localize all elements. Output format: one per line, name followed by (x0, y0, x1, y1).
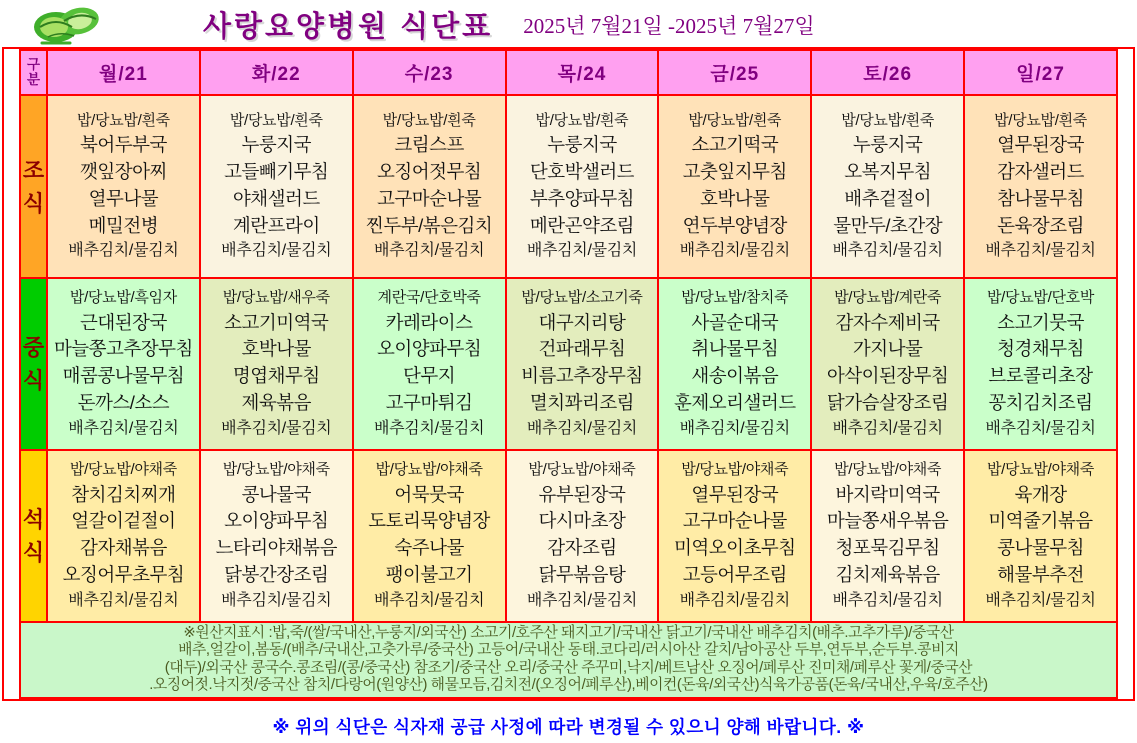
menu-line: 배추김치/물김치 (679, 419, 790, 437)
menu-line: 콩나물국 (241, 483, 311, 505)
menu-cell-lunch-day2 (353, 278, 506, 450)
menu-line: 취나물무침 (691, 338, 779, 360)
menu-line: 닭무볶음탕 (538, 564, 626, 586)
day-header-4: 금/25 (658, 50, 811, 95)
menu-line: 유부된장국 (538, 483, 626, 505)
page-title: 사랑요양병원 식단표 (203, 11, 494, 43)
meal-row-lunch (20, 278, 1117, 450)
menu-line: 고등어무조림 (682, 564, 787, 586)
menu-cell-breakfast-day3 (506, 95, 659, 278)
menu-line: 콩나물무침 (997, 537, 1084, 559)
menu-line: 밥/당뇨밥/단호박 (986, 289, 1095, 307)
change-notice: ※ 위의 식단은 식자재 공급 사정에 따라 변경될 수 있으니 양해 바랍니다. ※ (272, 716, 865, 737)
menu-line: 닭가슴살장조림 (826, 392, 949, 414)
menu-line: 배추겉절이 (844, 187, 932, 209)
menu-line: 밥/당뇨밥/흑임자 (69, 289, 177, 307)
menu-cell-lunch-day5 (811, 278, 964, 450)
menu-line: 열무나물 (88, 187, 159, 209)
menu-line: 호박나물 (700, 187, 770, 209)
origin-line: .오징어젓.낙지젓/중국산 참치/다랑어(원양산) 해물모듬,김치전/(오징어/페루산),베이컨(돈육/외국산)식육가공품(돈육/국내산,우육/호주산) (149, 677, 988, 694)
menu-line: 배추김치/물김치 (985, 419, 1096, 437)
meal-row-dinner (20, 450, 1117, 622)
menu-line: 밥/당뇨밥/흰죽 (994, 111, 1087, 129)
meal-label-lunch: 중식 (20, 278, 47, 450)
menu-line: 매콤콩나물무침 (62, 365, 185, 387)
menu-line: 밥/당뇨밥/참치죽 (681, 289, 789, 307)
day-header-6: 일/27 (964, 50, 1117, 95)
menu-line: 훈제오리샐러드 (673, 392, 796, 414)
menu-cell-lunch-day4 (658, 278, 811, 450)
menu-line: 팽이불고기 (385, 564, 473, 586)
menu-line: 아삭이된장무침 (826, 365, 949, 387)
date-range: 2025년 7월21일 -2025년 7월27일 (523, 13, 815, 38)
menu-line: 깻잎장아찌 (79, 160, 167, 182)
menu-line: 배추김치/물김치 (221, 419, 332, 437)
menu-line: 밥/당뇨밥/야채죽 (834, 461, 942, 479)
day-header-row (20, 50, 1117, 95)
menu-cell-lunch-day0 (47, 278, 200, 450)
menu-line: 오징어무초무침 (62, 564, 185, 586)
menu-line: 어묵뭇국 (394, 483, 464, 505)
menu-line: 돈까스/소스 (77, 392, 170, 414)
menu-line: 오이양파무침 (224, 510, 329, 532)
table-frame (2, 47, 1135, 701)
menu-line: 밥/당뇨밥/야채죽 (222, 461, 330, 479)
menu-line: 밥/당뇨밥/야채죽 (681, 461, 789, 479)
menu-line: 고구마순나물 (682, 510, 787, 532)
menu-line: 밥/당뇨밥/야채죽 (375, 461, 483, 479)
menu-line: 배추김치/물김치 (985, 591, 1096, 609)
menu-line: 물만두/초간장 (833, 214, 943, 236)
menu-cell-dinner-day6 (964, 450, 1117, 622)
menu-line: 멸치꽈리조림 (529, 392, 635, 414)
menu-line: 배추김치/물김치 (832, 419, 943, 437)
menu-line: 누룽지국 (547, 134, 617, 156)
menu-line: 소고기미역국 (224, 311, 329, 333)
menu-cell-dinner-day4 (658, 450, 811, 622)
menu-cell-dinner-day3 (506, 450, 659, 622)
menu-line: 소고기떡국 (691, 134, 779, 156)
menu-line: 배추김치/물김치 (832, 591, 943, 609)
menu-line: 배추김치/물김치 (373, 419, 485, 437)
menu-cell-lunch-day6 (964, 278, 1117, 450)
origin-row (20, 622, 1117, 698)
menu-line: 명엽채무침 (232, 365, 320, 387)
menu-cell-breakfast-day4 (658, 95, 811, 278)
menu-line: 배추김치/물김치 (526, 419, 638, 437)
menu-line: 브로콜리초장 (988, 365, 1093, 387)
origin-line: ※원산지표시 :밥,죽/(쌀/국내산,누룽지/외국산) 소고기/호주산 돼지고기/국내산 닭고기/국내산 배추김치(배추.고추가루)/중국산 (183, 625, 954, 641)
origin-line: 배추,얼갈이,봄동/(배추/국내산,고춧가루/중국산) 고등어/국내산 동태.코다리/러시아산 갈치/남아공산 두부,연두부,순두부.콩비지 (178, 642, 959, 659)
meal-row-breakfast (20, 95, 1117, 278)
menu-line: 김치제육볶음 (835, 564, 940, 586)
menu-cell-breakfast-day6 (964, 95, 1117, 278)
corner-label: 구분 (20, 50, 47, 95)
menu-line: 메란곤약조림 (529, 214, 635, 236)
menu-line: 배추김치/물김치 (68, 591, 179, 609)
menu-line: 제육볶음 (241, 392, 311, 414)
menu-cell-breakfast-day2 (353, 95, 506, 278)
menu-line: 누룽지국 (241, 134, 311, 156)
menu-line: 오복지무침 (844, 160, 932, 182)
menu-line: 감자샐러드 (997, 160, 1084, 182)
menu-line: 배추김치/물김치 (679, 591, 790, 609)
menu-line: 부추양파무침 (529, 187, 635, 209)
menu-line: 오징어젓무침 (376, 160, 482, 182)
menu-line: 꽁치김치조림 (988, 392, 1093, 414)
menu-line: 배추김치/물김치 (221, 591, 332, 609)
menu-line: 닭봉간장조림 (224, 564, 329, 586)
page-header (0, 0, 1137, 46)
menu-line: 밥/당뇨밥/야채죽 (528, 461, 636, 479)
menu-line: 미역줄기볶음 (988, 510, 1093, 532)
menu-line: 배추김치/물김치 (221, 242, 332, 260)
menu-line: 고춧잎지무침 (682, 160, 787, 182)
menu-line: 밥/당뇨밥/흰죽 (229, 111, 323, 129)
menu-line: 청경채무침 (997, 338, 1084, 360)
menu-cell-dinner-day0 (47, 450, 200, 622)
menu-line: 사골순대국 (691, 311, 779, 333)
menu-line: 밥/당뇨밥/소고기죽 (521, 289, 643, 307)
menu-line: 계란프라이 (232, 214, 320, 236)
menu-line: 연두부양념장 (682, 214, 787, 236)
day-header-0: 월/21 (47, 50, 200, 95)
menu-line: 마늘쫑새우볶음 (826, 510, 949, 532)
menu-line: 밥/당뇨밥/흰죽 (76, 111, 170, 129)
menu-line: 바지락미역국 (835, 483, 940, 505)
menu-line: 북어두부국 (79, 134, 167, 156)
menu-line: 배추김치/물김치 (526, 591, 638, 609)
menu-line: 야채샐러드 (232, 187, 320, 209)
origin-line: (대두)/외국산 콩국수.콩조림/(콩/중국산) 참조기/중국산 오리/중국산 주꾸미,낙지/베트남산 오징어/페루산 진미채/페루산 꽃게/중국산 (164, 659, 973, 676)
menu-line: 고구마순나물 (376, 187, 482, 209)
menu-line: 참치김치찌개 (71, 483, 176, 505)
meal-label-dinner: 석식 (20, 450, 47, 622)
day-header-5: 토/26 (811, 50, 964, 95)
menu-line: 감자조림 (547, 537, 617, 559)
menu-line: 가지나물 (852, 338, 923, 360)
menu-line: 배추김치/물김치 (373, 591, 485, 609)
menu-line: 비름고추장무침 (521, 365, 643, 387)
menu-line: 미역오이초무침 (673, 537, 796, 559)
menu-line: 밥/당뇨밥/흰죽 (382, 111, 476, 129)
menu-cell-lunch-day1 (200, 278, 353, 450)
day-header-3: 목/24 (506, 50, 659, 95)
menu-line: 밥/당뇨밥/계란죽 (834, 289, 942, 307)
menu-cell-dinner-day2 (353, 450, 506, 622)
day-header-2: 수/23 (353, 50, 506, 95)
menu-line: 계란국/단호박죽 (377, 289, 481, 307)
menu-line: 감자채볶음 (79, 537, 167, 559)
menu-line: 밥/당뇨밥/야채죽 (69, 461, 177, 479)
day-header-1: 화/22 (200, 50, 353, 95)
menu-line: 메밀전병 (88, 214, 159, 236)
menu-line: 밥/당뇨밥/흰죽 (535, 111, 629, 129)
menu-line: 단무지 (403, 365, 456, 387)
menu-cell-lunch-day3 (506, 278, 659, 450)
menu-line: 청포묵김무침 (835, 537, 940, 559)
menu-line: 오이양파무침 (376, 338, 482, 360)
menu-line: 해물부추전 (997, 564, 1084, 586)
menu-cell-breakfast-day1 (200, 95, 353, 278)
menu-line: 고들빼기무침 (224, 160, 329, 182)
menu-cell-breakfast-day0 (47, 95, 200, 278)
menu-line: 배추김치/물김치 (68, 242, 179, 260)
menu-table (19, 49, 1118, 699)
menu-line: 느타리야채볶음 (215, 537, 338, 559)
menu-line: 배추김치/물김치 (526, 242, 638, 260)
cabbage-icon (30, 3, 108, 47)
menu-line: 다시마초장 (538, 510, 626, 532)
menu-line: 누룽지국 (852, 134, 923, 156)
meal-label-breakfast: 조식 (20, 95, 47, 278)
menu-line: 마늘쫑고추장무침 (53, 338, 193, 360)
menu-line: 배추김치/물김치 (68, 419, 179, 437)
menu-line: 얼갈이겉절이 (71, 510, 176, 532)
menu-line: 소고기뭇국 (997, 311, 1084, 333)
menu-line: 감자수제비국 (835, 311, 940, 333)
menu-line: 카레라이스 (385, 311, 473, 333)
menu-line: 근대된장국 (79, 311, 167, 333)
menu-line: 밥/당뇨밥/흰죽 (688, 111, 782, 129)
menu-line: 육개장 (1014, 483, 1067, 505)
origin-notice (20, 622, 1117, 698)
menu-line: 열무된장국 (997, 134, 1084, 156)
menu-line: 도토리묵양념장 (368, 510, 490, 532)
menu-line: 배추김치/물김치 (832, 242, 943, 260)
menu-line: 대구지리탕 (538, 311, 626, 333)
menu-cell-breakfast-day5 (811, 95, 964, 278)
menu-line: 건파래무침 (538, 338, 626, 360)
menu-line: 고구마튀김 (385, 392, 473, 414)
menu-line: 크림스프 (394, 134, 464, 156)
menu-line: 밥/당뇨밥/야채죽 (986, 461, 1095, 479)
menu-line: 돈육장조림 (997, 214, 1084, 236)
menu-line: 찐두부/볶은김치 (365, 214, 493, 236)
menu-line: 새송이볶음 (691, 365, 779, 387)
menu-line: 참나물무침 (997, 187, 1084, 209)
menu-line: 배추김치/물김치 (985, 242, 1096, 260)
menu-line: 호박나물 (241, 338, 311, 360)
menu-cell-dinner-day1 (200, 450, 353, 622)
menu-line: 밥/당뇨밥/흰죽 (841, 111, 935, 129)
menu-line: 단호박샐러드 (529, 160, 635, 182)
menu-line: 밥/당뇨밥/새우죽 (222, 289, 330, 307)
menu-line: 열무된장국 (691, 483, 779, 505)
menu-line: 숙주나물 (394, 537, 464, 559)
menu-line: 배추김치/물김치 (679, 242, 790, 260)
menu-cell-dinner-day5 (811, 450, 964, 622)
menu-line: 배추김치/물김치 (373, 242, 485, 260)
